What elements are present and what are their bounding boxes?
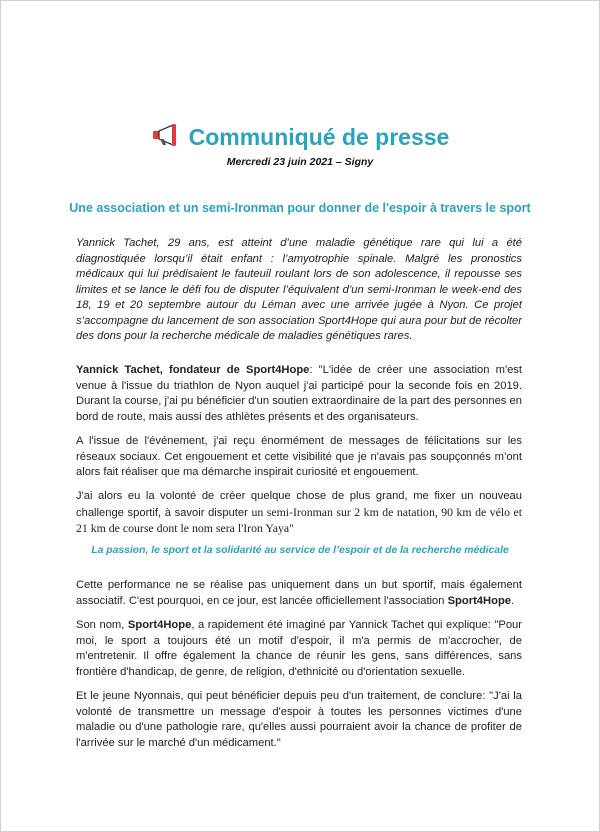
paragraph-3 — [76, 489, 522, 538]
paragraph-2: A l'issue de l'événement, j'ai reçu énormément de messages de félicitations sur les réseaux sociaux. Cet engouement et cette visibilité que je n'avais pas soupçonnés m’ont alors fait réaliser que ma démarche inspirait curiosité et engouement. — [76, 435, 522, 478]
megaphone-icon — [151, 123, 181, 152]
paragraph-3-serif-text: un semi-Ironman sur 2 km de natation, 90 km de vélo et 21 km de course dont le nom sera l'Iron Yaya" — [76, 504, 522, 535]
headline: Une association et un semi-Ironman pour donner de l'espoir à travers le sport — [69, 201, 531, 215]
paragraph-5 — [76, 618, 522, 680]
intro-paragraph: Yannick Tachet, 29 ans, est atteint d’une maladie génétique rare qui lui a été diagnostiquée lorsqu’il était enfant : l’amyotrophie spinale. Malgré les pronostics médicaux qui lui prédisaient le fauteuil roulant lors de son adolescence, il repousse ses limites et se lance le défi fou de disputer l’équivalent d’un semi-Ironman le week-end des 18, 19 et 20 septembre autour du Léman avec une arrivée jugée à Nyon. Ce projet s’accompagne du lancement de son association Sport4Hope qui aura pour but de récolter des dons pour la recherche médicale de maladies génétiques rares. — [76, 237, 522, 342]
paragraph-5-start: Son nom, — [76, 619, 128, 631]
paragraph-6: Et le jeune Nyonnais, qui peut bénéficier depuis peu d'un traitement, de conclure: "J'ai la volonté de transmettre un message d'espoir à toutes les personnes victimes d'une maladie ou d'une pathologie rare, qu'elles aussi pourraient avoir la chance de profiter de l'arrivée sur le marché d'un médicament." — [76, 690, 522, 749]
paragraph-5-text: , a rapidement été imaginé par Yannick Tachet qui explique: "Pour moi, le sport a toujours été un motif d'espoir, il m'a permis de m'accrocher, de m'entretenir. Il offre également la chance de réunir les gens, sans différences, sans frontière d'handicap, de genre, de religion, d'ethnicité ou d'orientation sexuelle. — [76, 619, 522, 678]
paragraph-4 — [76, 578, 522, 609]
paragraph-4-text: Cette performance ne se réalise pas uniquement dans un but sportif, mais également associatif. C'est pourquoi, en ce jour, est lancée officiellement l'association — [76, 579, 522, 607]
title-row — [151, 123, 450, 152]
date-line: Mercredi 23 juin 2021 – Signy — [226, 156, 374, 168]
paragraph-1 — [76, 363, 522, 425]
association-name: Sport4Hope — [447, 594, 511, 607]
header — [0, 123, 600, 152]
association-name-2: Sport4Hope — [127, 619, 192, 631]
paragraph-3-text: J'ai alors eu la volonté de créer quelque chose de plus grand, me fixer un nouveau challenge sportif, à savoir disputer — [76, 490, 522, 519]
section-title: La passion, le sport et la solidarité au service de l’espoir et de la recherche médicale — [91, 545, 509, 556]
page-title: Communiqué de presse — [188, 124, 450, 150]
paragraph-4-end: . — [511, 594, 515, 607]
quote-lead: Yannick Tachet, fondateur de Sport4Hope — [76, 364, 310, 376]
paragraph-1-text: : "L'idée de créer une association m'est venue à l'issue du triathlon de Nyon auquel j'ai participé pour la seconde fois en 2019. Durant la course, j'ai pu bénéficier d'un soutien extraordinaire de la part des personnes en bord de route, mais aussi des athlètes présents et des organisateurs. — [76, 364, 523, 423]
